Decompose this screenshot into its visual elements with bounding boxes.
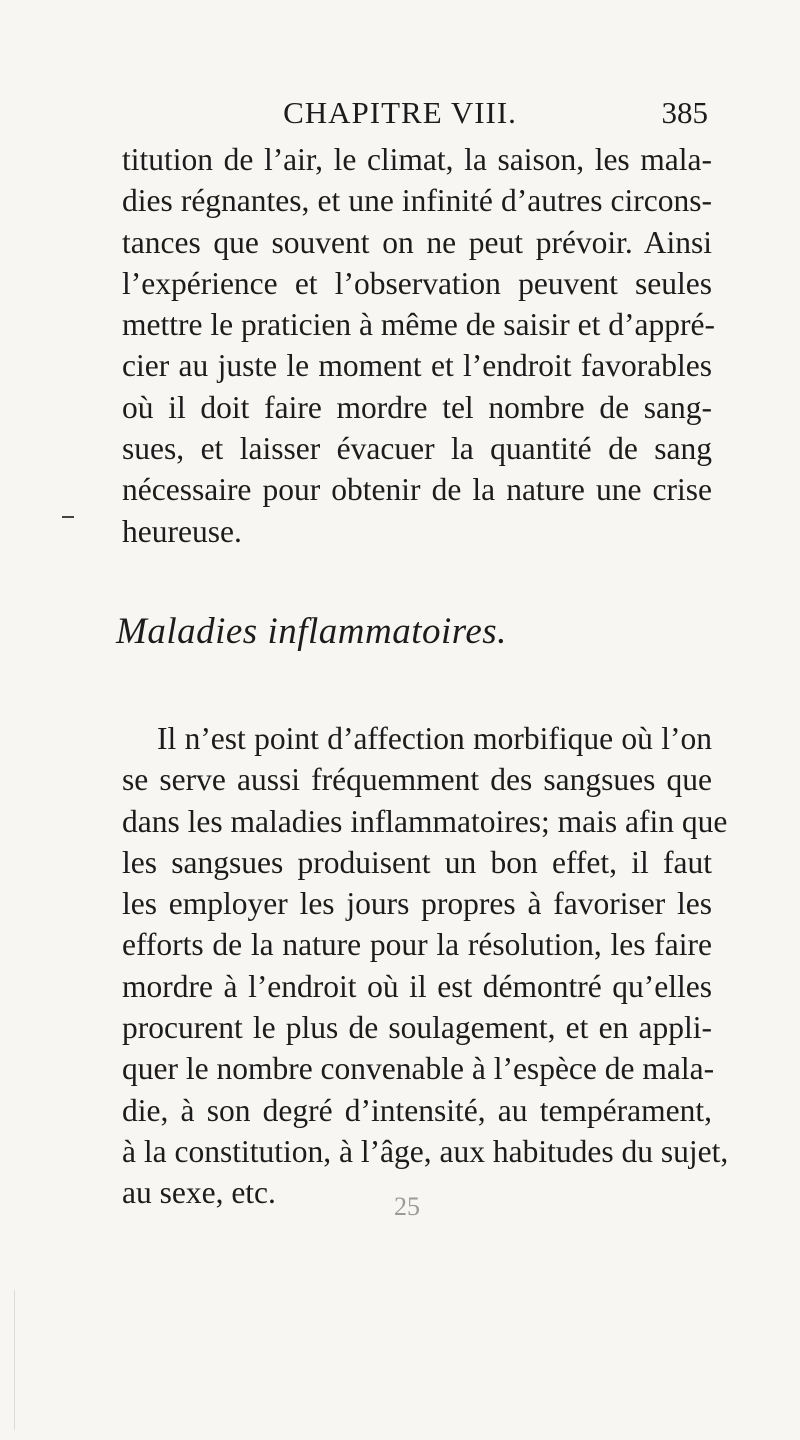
text-line: les employer les jours propres à favoriser les xyxy=(122,886,712,922)
paragraph-continued xyxy=(122,139,715,552)
text-line: où il doit faire mordre tel nombre de sang- xyxy=(122,389,712,425)
text-line: titution de l’air, le climat, la saison, les mala- xyxy=(122,142,712,177)
text-line: heureuse. xyxy=(122,513,242,549)
text-line: die, à son degré d’intensité, au tempérament, xyxy=(122,1092,712,1128)
text-line: mettre le praticien à même de saisir et d’appré- xyxy=(122,307,715,343)
page-number: 385 xyxy=(661,95,708,130)
text-line: Il n’est point d’affection morbifique où l’on xyxy=(157,721,712,756)
text-line: sues, et laisser évacuer la quantité de sang xyxy=(122,431,712,467)
text-line: quer le nombre convenable à l’espèce de mala- xyxy=(122,1051,715,1087)
text-line: se serve aussi fréquemment des sangsues que xyxy=(122,762,712,798)
text-line: tances que souvent on ne peut prévoir. Ainsi xyxy=(122,224,712,260)
paragraph-inflammatory xyxy=(122,718,729,1214)
text-line: procurent le plus de soulagement, et en appli- xyxy=(122,1010,712,1046)
text-line: les sangsues produisent un bon effet, il faut xyxy=(122,844,712,880)
text-line: dans les maladies inflammatoires; mais afin que xyxy=(122,803,728,839)
text-line: mordre à l’endroit où il est démontré qu’elles xyxy=(122,968,712,1004)
text-line: au sexe, etc. xyxy=(122,1175,276,1211)
chapter-title: CHAPITRE VIII. xyxy=(283,95,517,130)
text-line: dies régnantes, et une infinité d’autres circons- xyxy=(122,183,712,219)
running-head xyxy=(0,95,800,131)
text-line: efforts de la nature pour la résolution, les faire xyxy=(122,927,712,963)
text-line: nécessaire pour obtenir de la nature une crise xyxy=(122,472,712,508)
text-line: l’expérience et l’observation peuvent seules xyxy=(122,265,712,301)
signature-mark: 25 xyxy=(394,1192,420,1221)
section-heading: Maladies inflammatoires. xyxy=(116,611,507,652)
margin-mark xyxy=(62,516,74,518)
text-line: cier au juste le moment et l’endroit favorables xyxy=(122,348,712,384)
page-edge-rule xyxy=(14,1290,15,1430)
text-line: à la constitution, à l’âge, aux habitudes du sujet, xyxy=(122,1133,729,1169)
